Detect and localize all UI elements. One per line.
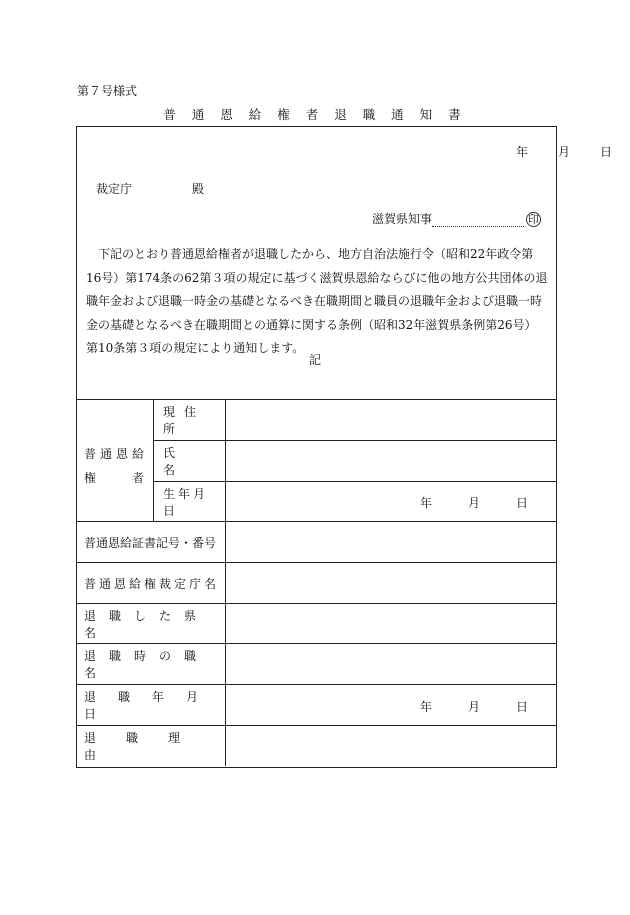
notice-body	[86, 243, 548, 361]
label-certificate-number: 普通恩給証書記号・番号	[84, 535, 217, 550]
notice-body-text: 下記のとおり普通恩給権者が退職したから、地方自治法施行令（昭和22年政令第16号）第174条の62第３項の規定に基づく滋賀県恩給ならびに他の地方公共団体の退職年金および退職一時金の基礎となるべき在職期間と職員の退職年金および退職一時金の基礎となるべき在職期間との通算に関する条例（昭和32年滋賀県条例第26号）第10条第３項の規定により通知します。	[86, 247, 548, 355]
year-label: 年	[515, 145, 528, 159]
addressee	[96, 180, 204, 197]
addressee-agency: 裁定庁	[96, 182, 133, 196]
retirement-date-day: 日	[516, 700, 529, 714]
label-value-divider	[225, 399, 226, 766]
label-birthdate: 生年月日	[163, 486, 209, 518]
month-label: 月	[557, 145, 570, 159]
document-title: 普 通 恩 給 権 者 退 職 通 知 書	[163, 107, 467, 122]
label-position-at-retirement: 退職時の職名	[84, 649, 210, 680]
retirement-date-year: 年	[420, 700, 433, 714]
birthdate-day: 日	[516, 496, 529, 510]
form-number: 第７号様式	[77, 84, 138, 98]
label-retirement-prefecture: 退職した県名	[84, 608, 210, 640]
holder-group-label-line2: 権 者	[84, 471, 149, 485]
label-retirement-date: 退職年月日	[84, 690, 221, 721]
table-top-rule	[76, 399, 556, 400]
signature-dotted-line	[432, 214, 524, 227]
seal-mark: 印	[528, 213, 540, 226]
holder-group-label	[84, 442, 148, 490]
group-divider	[153, 399, 154, 521]
retirement-date-month: 月	[468, 700, 481, 714]
date-line	[486, 143, 612, 160]
sender-name: 滋賀県知事	[372, 212, 433, 226]
birthdate-month: 月	[468, 496, 481, 510]
day-label: 日	[599, 145, 612, 159]
label-address: 現住所	[163, 405, 206, 436]
ki-label: 記	[308, 353, 321, 367]
label-retirement-reason: 退職理由	[84, 731, 211, 762]
label-name: 氏名	[163, 446, 196, 477]
addressee-honorific: 殿	[192, 182, 205, 196]
sender-line	[372, 210, 541, 227]
holder-group-label-line1: 普通恩給	[84, 447, 149, 461]
birthdate-year: 年	[420, 496, 433, 510]
label-adjudicating-agency: 普通恩給権裁定庁名	[84, 576, 220, 591]
